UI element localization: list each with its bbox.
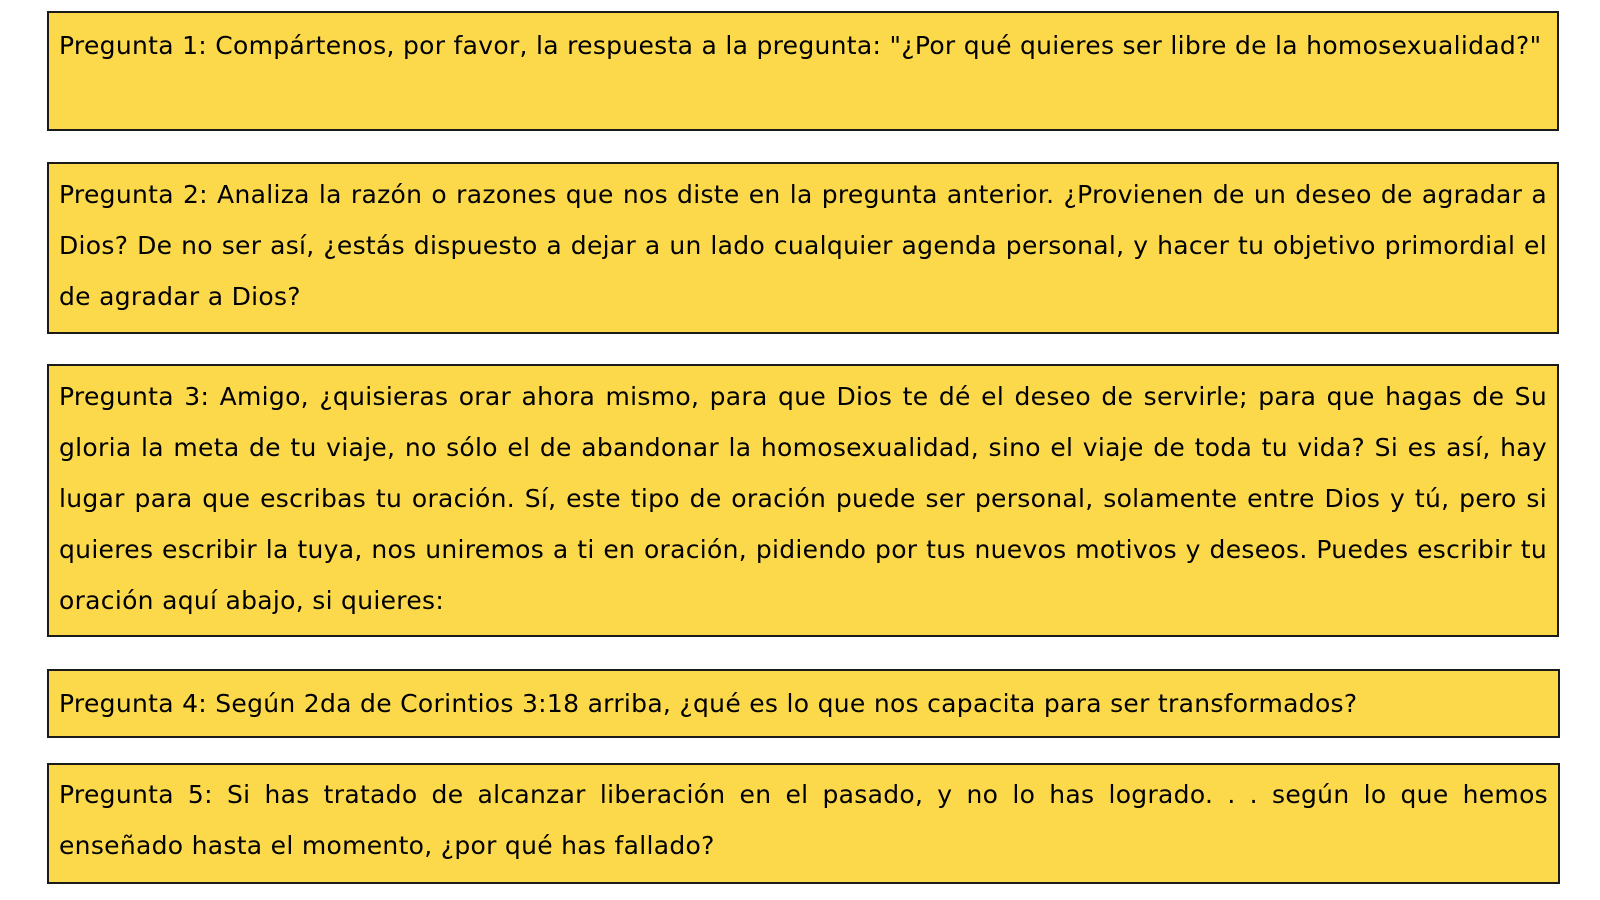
- question-1-text: Pregunta 1: Compártenos, por favor, la respuesta a la pregunta: "¿Por qué quieres ser libre de la homosexualidad?": [59, 31, 1542, 60]
- question-box-3: [47, 364, 1559, 637]
- question-box-5: [47, 763, 1560, 884]
- question-box-1: [47, 11, 1559, 131]
- question-3-text: Pregunta 3: Amigo, ¿quisieras orar ahora mismo, para que Dios te dé el deseo de servirle; para que hagas de Su gloria la meta de tu viaje, no sólo el de abandonar la homosexualidad, sino el viaje de toda tu vida? Si es así, hay lugar para que escribas tu oración. Sí, este tipo de oración puede ser personal, solamente entre Dios y tú, pero si quieres escribir la tuya, nos uniremos a ti en oración, pidiendo por tus nuevos motivos y deseos. Puedes escribir tu oración aquí abajo, si quieres:: [59, 382, 1547, 615]
- question-2-text: Pregunta 2: Analiza la razón o razones que nos diste en la pregunta anterior. ¿Provienen de un deseo de agradar a Dios? De no ser así, ¿estás dispuesto a dejar a un lado cualquier agenda personal, y hacer tu objetivo primordial el de agradar a Dios?: [59, 180, 1547, 311]
- question-box-4: [47, 669, 1560, 738]
- question-5-text: Pregunta 5: Si has tratado de alcanzar liberación en el pasado, y no lo has logrado. . . según lo que hemos enseñado hasta el momento, ¿por qué has fallado?: [59, 780, 1548, 860]
- question-4-text: Pregunta 4: Según 2da de Corintios 3:18 arriba, ¿qué es lo que nos capacita para ser transformados?: [59, 689, 1358, 718]
- question-box-2: [47, 162, 1559, 334]
